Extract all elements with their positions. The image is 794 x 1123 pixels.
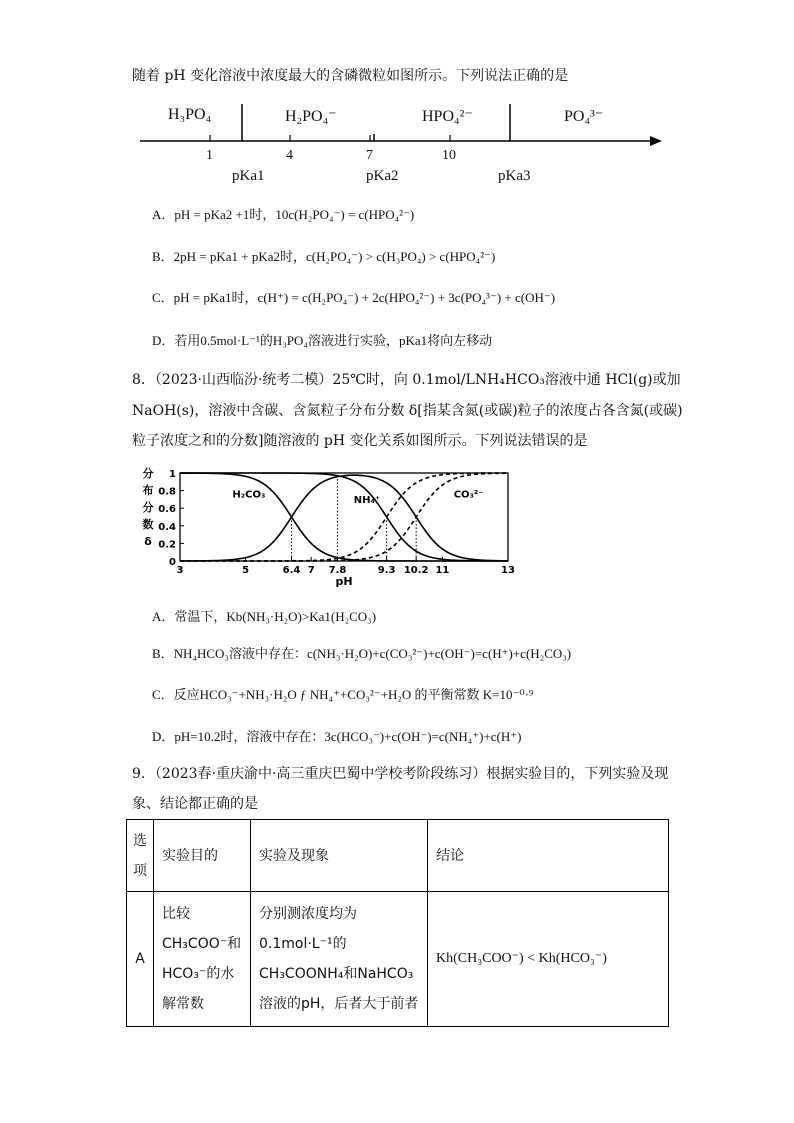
pka3-label: pKa3 (498, 168, 531, 184)
plot-frame (180, 473, 508, 561)
row-a-experiment: 分别测浓度均为0.1mol·L⁻¹的CH₃COONH₄和NaHCO₃溶液的pH，后者大于前者 (251, 892, 428, 1027)
q7-option-d: D．若用0.5mol·L⁻¹的H₃PO₄溶液进行实验，pKa1将向左移动 (152, 333, 493, 348)
species-po4: PO₄³⁻ (564, 108, 604, 125)
question9-stem-line1: 9．（2023春·重庆渝中·高三重庆巴蜀中学校考阶段练习）根据实验目的，下列实验及现 (132, 766, 669, 782)
header-option: 选项 (127, 820, 154, 892)
pka2-label: pKa2 (366, 168, 399, 184)
q8-option-c: C．反应HCO₃⁻+NH₃·H₂O ƒ NH₄⁺+CO₃²⁻+H₂O 的平衡常数 K=10⁻⁰·⁹ (152, 687, 534, 702)
species-hpo4: HPO₄²⁻ (422, 108, 473, 125)
x-tick-label: 10.2 (403, 565, 429, 576)
row-a-purpose: 比较CH₃COO⁻和HCO₃⁻的水解常数 (154, 892, 251, 1027)
phosphate-species-diagram (130, 98, 670, 190)
header-experiment: 实验及现象 (251, 820, 428, 892)
tick-label-1: 1 (206, 148, 213, 163)
table-row (127, 892, 669, 1027)
y-axis-label-char: 分 (142, 467, 154, 480)
series-middle-line (180, 475, 508, 561)
question7-stem: 随着 pH 变化溶液中浓度最大的含磷微粒如图所示。下列说法正确的是 (132, 68, 569, 84)
x-tick-label: 6.4 (282, 565, 301, 576)
q7-option-b: B．2pH = pKa1 + pKa2时，c(H₂PO₄⁻) > c(H₃PO₄) > c(HPO₄²⁻) (152, 249, 496, 264)
row-a-conclusion: Kh(CH₃COO⁻) < Kh(HCO₃⁻) (428, 892, 669, 1027)
q7-option-a: A．pH = pKa2 +1时，10c(H₂PO₄⁻) = c(HPO₄²⁻) (152, 207, 415, 222)
series-falling-line (180, 473, 508, 561)
series-rising-line (180, 473, 508, 561)
x-tick-label: 13 (501, 565, 515, 576)
header-conclusion: 结论 (428, 820, 669, 892)
y-tick-label: 0.2 (158, 539, 176, 551)
series-falling-line (180, 473, 508, 561)
tick-label-7: 7 (366, 148, 373, 163)
curve-label-nh4: NH₄⁺ (353, 494, 381, 506)
x-axis-label: pH (335, 575, 353, 588)
question9-stem-line2: 象、结论都正确的是 (132, 796, 258, 812)
question8-stem-line1: 8．（2023·山西临汾·统考二模）25℃时，向 0.1mol/LNH₄HCO₃溶液中通 HCl(g)或加 (132, 372, 681, 388)
x-tick-label: 5 (242, 565, 250, 576)
q7-option-c: C．pH = pKa1时，c(H⁺) = c(H₂PO₄⁻) + 2c(HPO₄²⁻) + 3c(PO₄³⁻) + c(OH⁻) (152, 290, 556, 305)
axis-arrow (650, 136, 662, 146)
x-tick-label: 11 (435, 565, 450, 576)
distribution-chart (140, 463, 540, 588)
q8-option-b: B．NH₄HCO₃溶液中存在：c(NH₃·H₂O)+c(CO₃²⁻)+c(OH⁻)=c(H⁺)+c(H₂CO₃) (152, 646, 572, 661)
y-tick-label: 0.6 (158, 504, 176, 516)
y-axis-label-char: 分 (142, 501, 154, 514)
table-header-row (127, 820, 669, 892)
tick-label-4: 4 (286, 148, 293, 163)
tick-label-10: 10 (442, 148, 456, 163)
series-rising-line (180, 473, 508, 561)
y-tick-label: 0.4 (158, 521, 176, 533)
distribution-chart-svg (140, 463, 540, 588)
y-tick-label: 1 (169, 469, 176, 480)
y-axis-label-char: δ (144, 535, 152, 548)
x-tick-label: 7 (307, 565, 315, 576)
curve-label-h2co3: H₂CO₃ (232, 489, 266, 501)
y-axis-label-char: 数 (142, 518, 154, 531)
pka1-label: pKa1 (232, 168, 265, 184)
x-tick-label: 3 (176, 565, 184, 576)
y-tick-label: 0 (169, 557, 176, 568)
row-a-option: A (127, 892, 154, 1027)
q8-option-d: D．pH=10.2时，溶液中存在：3c(HCO₃⁻)+c(OH⁻)=c(NH₄⁺)+c(H⁺) (152, 729, 522, 744)
q8-option-a: A．常温下，Kb(NH₃·H₂O)>Ka1(H₂CO₃) (152, 609, 377, 624)
question8-stem-line3: 粒子浓度之和的分数]随溶液的 pH 变化关系如图所示。下列说法错误的是 (132, 433, 588, 449)
header-purpose: 实验目的 (154, 820, 251, 892)
y-axis-label-char: 布 (142, 484, 154, 497)
x-tick-label: 7.8 (328, 565, 347, 576)
y-tick-label: 0.8 (158, 486, 176, 498)
question8-stem-line2: NaOH(s)，溶液中含碳、含氮粒子分布分数 δ[指某含氮(或碳)粒子的浓度占各含氮(或碳) (132, 403, 683, 419)
experiment-table (126, 819, 669, 1027)
species-h2po4: H₂PO₄⁻ (285, 108, 337, 125)
species-h3po4: H₃PO₄ (168, 106, 212, 123)
x-tick-label: 9.3 (377, 565, 396, 576)
curve-label-co3: CO₃²⁻ (453, 489, 484, 501)
